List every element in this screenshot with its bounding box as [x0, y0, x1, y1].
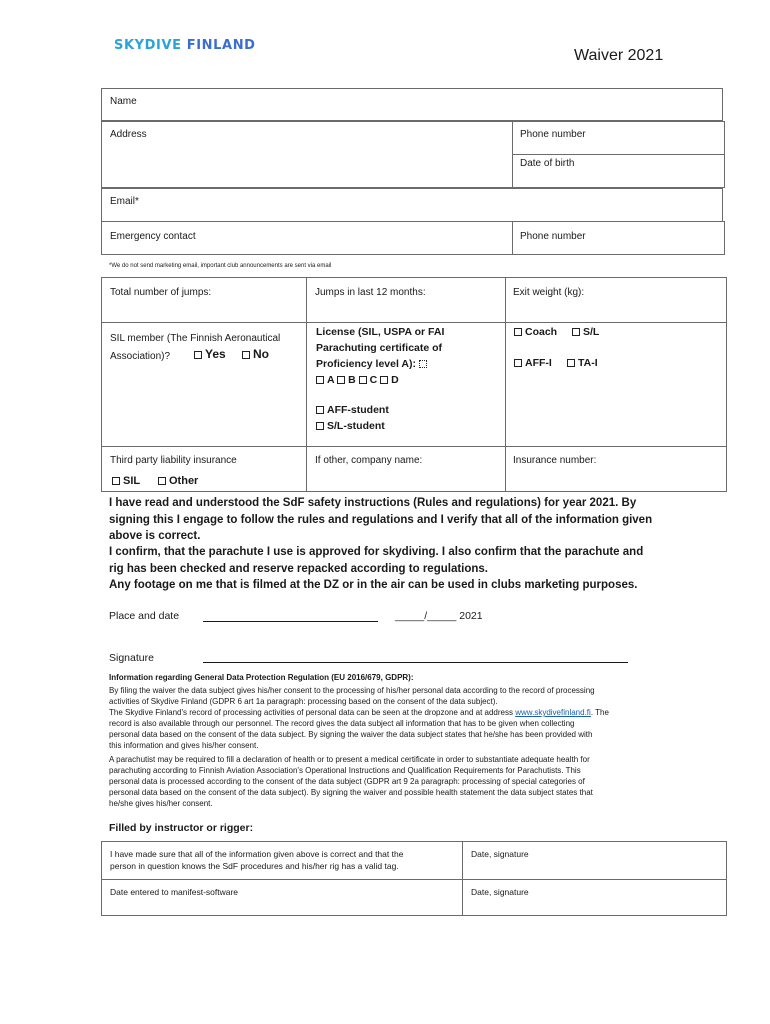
declaration-line-1: I have read and understood the SdF safety instructions (Rules and regulations) for year 2021. By	[109, 497, 637, 509]
insurance-other-label: Other	[169, 475, 199, 487]
aff-student-option[interactable]	[316, 404, 389, 416]
gdpr-line-6: this information and gives his/her consent.	[109, 741, 259, 750]
jumps-last-12-field[interactable]	[306, 277, 506, 323]
license-b-label: B	[348, 374, 356, 386]
sil-no-label: No	[253, 347, 269, 361]
manifest-entry-field[interactable]	[101, 879, 463, 916]
gdpr-line-9: personal data is processed according to the consent of the data subject (GDPR art 9 2a paragraph: processing of special categories of	[109, 777, 585, 786]
ta-i-checkbox[interactable]	[567, 359, 575, 367]
phone-label: Phone number	[520, 129, 586, 140]
gdpr-line-3	[109, 708, 609, 717]
instructor-check-line-2: person in question knows the SdF procedures and his/her rig has a valid tag.	[110, 861, 399, 871]
skydivefinland-link[interactable]: www.skydivefinland.fi	[515, 708, 591, 717]
coach-checkbox[interactable]	[514, 328, 522, 336]
place-date-label: Place and date	[109, 610, 180, 622]
license-cell	[306, 322, 506, 447]
license-d-checkbox[interactable]	[380, 376, 388, 384]
gdpr-line-10: personal data based on the consent of the data subject). By signing the waiver and possible health statement the data subject states that	[109, 788, 593, 797]
insurance-other-checkbox[interactable]	[158, 477, 166, 485]
sil-yes-label: Yes	[205, 347, 226, 361]
emergency-contact-field[interactable]	[101, 221, 513, 255]
instructor-heading: Filled by instructor or rigger:	[109, 822, 254, 834]
insurance-company-label: If other, company name:	[315, 455, 423, 466]
jumps-last-12-label: Jumps in last 12 months:	[315, 287, 426, 298]
license-b-checkbox[interactable]	[337, 376, 345, 384]
license-label-3	[316, 358, 430, 370]
aff-i-label: AFF-I	[525, 357, 552, 369]
name-field[interactable]	[101, 88, 723, 121]
phone-field[interactable]	[512, 121, 725, 155]
address-field[interactable]	[101, 121, 513, 188]
declaration-line-2: signing this I engage to follow the rules and regulations and I verify that all of the information given	[109, 514, 653, 526]
ta-i-label: TA-I	[578, 357, 598, 369]
date-year-blank[interactable]: _____/_____ 2021	[395, 610, 483, 622]
insurance-other-option[interactable]	[158, 475, 198, 487]
license-levels	[316, 374, 399, 386]
address-label: Address	[110, 129, 147, 140]
sil-yes-checkbox[interactable]	[194, 351, 202, 359]
gdpr-line-7: A parachutist may be required to fill a declaration of health or to present a medical certificate in order to substantiate adequate health for	[109, 755, 590, 764]
exit-weight-label: Exit weight (kg):	[513, 287, 585, 298]
declaration-line-4: I confirm, that the parachute I use is approved for skydiving. I also confirm that the parachute and	[109, 546, 644, 558]
total-jumps-label: Total number of jumps:	[110, 287, 212, 298]
instructor-date-signature-field[interactable]	[462, 841, 727, 880]
date-signature-label-2: Date, signature	[471, 887, 529, 897]
coach-label: Coach	[525, 326, 558, 338]
logo-text-finland: FINLAND	[186, 38, 256, 53]
date-signature-label-1: Date, signature	[471, 849, 529, 859]
license-label-2: Parachuting certificate of	[316, 342, 443, 354]
place-date-input-line[interactable]	[203, 621, 378, 622]
sil-label-2: Association)?	[110, 351, 171, 362]
signature-input-line[interactable]	[203, 662, 628, 663]
license-label-1: License (SIL, USPA or FAI	[316, 326, 445, 338]
insurance-company-field[interactable]	[306, 446, 506, 492]
gdpr-line-5: personal data based on the consent of the data subject. By signing the waiver the data subject states that he/she has been provided with	[109, 730, 593, 739]
instructor-check-line-1: I have made sure that all of the information given above is correct and that the	[110, 849, 404, 859]
sl-rating-checkbox[interactable]	[572, 328, 580, 336]
name-label: Name	[110, 96, 137, 107]
declaration-line-3: above is correct.	[109, 530, 201, 542]
third-party-insurance-label: Third party liability insurance	[110, 455, 237, 466]
license-c-checkbox[interactable]	[359, 376, 367, 384]
license-a-label: A	[327, 374, 335, 386]
license-level-box[interactable]	[419, 360, 427, 368]
skydive-finland-logo	[114, 38, 256, 53]
sil-label-1: SIL member (The Finnish Aeronautical	[110, 333, 281, 344]
aff-i-option[interactable]	[514, 357, 552, 369]
gdpr-line-8: parachuting according to Finnish Aviation Association's Operational Instructions and Qualification Requirements for Parachutists. This	[109, 766, 581, 775]
sl-student-checkbox[interactable]	[316, 422, 324, 430]
ratings-cell	[505, 322, 727, 447]
gdpr-line-11: he/she gives his/her consent.	[109, 799, 213, 808]
gdpr-line-1: By filing the waiver the data subject gives his/her consent to the processing of his/her personal data according to the record of processing	[109, 686, 595, 695]
emergency-label: Emergency contact	[110, 231, 196, 242]
total-jumps-field[interactable]	[101, 277, 307, 323]
sl-rating-option[interactable]	[572, 326, 599, 338]
gdpr-line-3-text: The Skydive Finland's record of processing activities of personal data can be seen at the dropzone and at address	[109, 708, 516, 717]
ta-i-option[interactable]	[567, 357, 598, 369]
license-a-checkbox[interactable]	[316, 376, 324, 384]
emergency-phone-field[interactable]	[512, 221, 725, 255]
instructor-check-cell	[101, 841, 463, 880]
license-c-label: C	[369, 374, 378, 386]
sil-no-checkbox[interactable]	[242, 351, 250, 359]
third-party-insurance-cell	[101, 446, 307, 492]
email-note: *We do not send marketing email, important club announcements are sent via email	[109, 263, 332, 269]
page-title: Waiver 2021	[574, 47, 664, 64]
manifest-date-signature-field[interactable]	[462, 879, 727, 916]
insurance-sil-checkbox[interactable]	[112, 477, 120, 485]
declaration-line-6: Any footage on me that is filmed at the DZ or in the air can be used in clubs marketing purposes.	[109, 579, 638, 591]
sil-yes-option[interactable]	[194, 347, 226, 361]
insurance-sil-option[interactable]	[112, 475, 140, 487]
sil-no-option[interactable]	[242, 347, 269, 361]
emergency-phone-label: Phone number	[520, 231, 586, 242]
license-d-label: D	[391, 374, 399, 386]
insurance-number-field[interactable]	[505, 446, 727, 492]
license-label-3-text: Proficiency level A):	[316, 358, 416, 370]
insurance-number-label: Insurance number:	[513, 455, 597, 466]
email-label: Email*	[110, 196, 139, 207]
sil-member-cell	[101, 322, 307, 447]
logo-text-skydive: SKYDIVE	[114, 38, 182, 53]
exit-weight-field[interactable]	[505, 277, 727, 323]
date-of-birth-field[interactable]	[512, 154, 725, 188]
gdpr-heading: Information regarding General Data Protection Regulation (EU 2016/679, GDPR):	[109, 673, 414, 682]
dob-label: Date of birth	[520, 158, 575, 169]
gdpr-line-4: record is also available through our personnel. The record gives the data subject all information that has to be given when collecting	[109, 719, 575, 728]
gdpr-line-3-end: . The	[590, 708, 609, 717]
gdpr-line-2: activities of Skydive Finland (GDPR 6 art 1a paragraph: processing based on the consent of the data subject).	[109, 697, 498, 706]
email-field[interactable]	[101, 188, 723, 222]
sl-rating-label: S/L	[583, 326, 600, 338]
sl-student-label: S/L-student	[327, 420, 385, 432]
signature-label: Signature	[109, 652, 154, 664]
coach-option[interactable]	[514, 326, 557, 338]
manifest-label: Date entered to manifest-software	[110, 887, 239, 897]
declaration-line-5: rig has been checked and reserve repacked according to regulations.	[109, 563, 489, 575]
insurance-sil-label: SIL	[123, 475, 141, 487]
sl-student-option[interactable]	[316, 420, 385, 432]
aff-student-checkbox[interactable]	[316, 406, 324, 414]
aff-i-checkbox[interactable]	[514, 359, 522, 367]
aff-student-label: AFF-student	[327, 404, 389, 416]
